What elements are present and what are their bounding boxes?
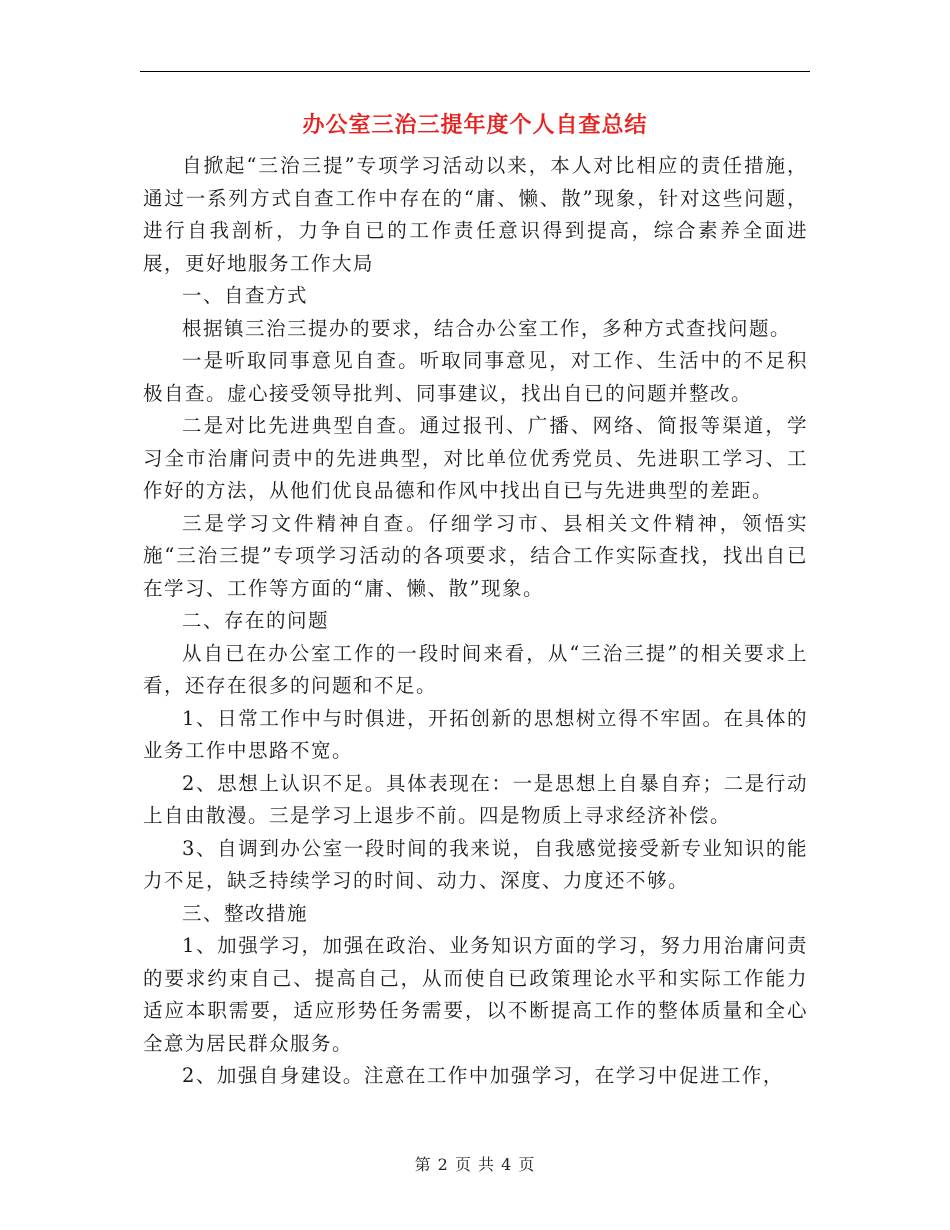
list-item: 2、加强自身建设。注意在工作中加强学习，在学习中促进工作， <box>182 1064 784 1087</box>
document-title: 办公室三治三提年度个人自查总结 <box>302 112 648 138</box>
section-heading-3: 三、整改措施 <box>182 901 309 925</box>
paragraph: 根据镇三治三提办的要求，结合办公室工作，多种方式查找问题。 <box>182 316 792 340</box>
paragraph: 二是对比先进典型自查。通过报刊、广播、网络、简报等渠道，学习全市治庸问责中的先进典型，对比单位优秀党员、先进职工学习、工作好的方法，从他们优良品德和作风中找出自已与先进典型的差距。 <box>143 414 808 502</box>
section-heading-1: 一、自查方式 <box>182 284 309 307</box>
list-item: 1、日常工作中与时俱进，开拓创新的思想树立得不牢固。在具体的业务工作中思路不宽。 <box>143 706 808 762</box>
header-rule <box>140 71 810 72</box>
list-item: 2、思想上认识不足。具体表现在：一是思想上自暴自弃；二是行动上自由散漫。三是学习上退步不前。四是物质上寻求经济补偿。 <box>143 771 808 827</box>
paragraph: 三是学习文件精神自查。仔细学习市、县相关文件精神，领悟实施“三治三提”专项学习活动的各项要求，结合工作实际查找，找出自已在学习、工作等方面的“庸、懒、散”现象。 <box>143 511 808 600</box>
paragraph: 从自已在办公室工作的一段时间来看，从“三治三提”的相关要求上看，还存在很多的问题和不足。 <box>143 641 808 697</box>
paragraph-intro: 自掀起“三治三提”专项学习活动以来，本人对比相应的责任措施，通过一系列方式自查工作中存在的“庸、懒、散”现象，针对这些问题，进行自我剖析，力争自已的工作责任意识得到提高，综合素养全面进展，更好地服务工作大局 <box>143 154 808 275</box>
page-number: 第 2 页 共 4 页 <box>414 1155 536 1174</box>
section-heading-2: 二、存在的问题 <box>182 609 330 632</box>
list-item: 1、加强学习，加强在政治、业务知识方面的学习，努力用治庸问责的要求约束自己、提高自己，从而使自已政策理论水平和实际工作能力适应本职需要，适应形势任务需要，以不断提高工作的整体质量和全心全意为居民群众服务。 <box>143 934 808 1055</box>
document-body <box>143 150 808 1093</box>
paragraph: 一是听取同事意见自查。听取同事意见，对工作、生活中的不足积极自查。虚心接受领导批判、同事建议，找出自已的问题并整改。 <box>143 349 808 405</box>
list-item: 3、自调到办公室一段时间的我来说，自我感觉接受新专业知识的能力不足，缺乏持续学习的时间、动力、深度、力度还不够。 <box>143 836 808 892</box>
